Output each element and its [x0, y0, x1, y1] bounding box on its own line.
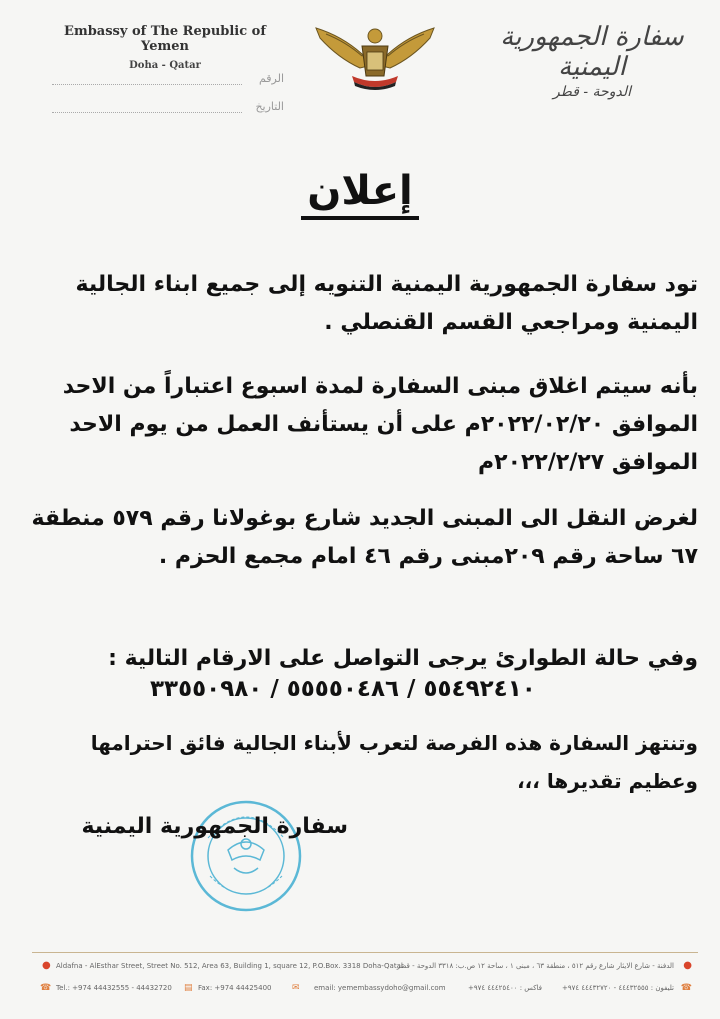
date-line	[52, 100, 284, 118]
english-letterhead	[40, 24, 290, 71]
paragraph-closure: بأنه سيتم اغلاق مبنى السفارة لمدة اسبوع اعتباراً من الاحد الموافق ٢٠٢٢/٠٢/٢٠م على أن يستأنف العمل من يوم الاحد الموافق ٢٠٢٢/٢/٢٧م	[62, 374, 698, 475]
arabic-letterhead	[482, 22, 702, 100]
footer-contact-row	[40, 983, 698, 998]
telephone-arabic: تليفون : ٤٤٤٣٢٥٥٥ - ٤٤٤٣٢٧٢٠ ٩٧٤+	[561, 984, 674, 992]
phone-icon: ☎	[40, 983, 52, 993]
email-address: email: yemembassydoho@gmail.com	[314, 984, 446, 992]
location-pin-icon-right: ●	[683, 960, 692, 971]
emergency-phone-numbers: ٥٥٤٩٢٤١٠ / ٥٥٥٥٠٤٨٦ / ٣٣٥٥٠٩٨٠	[150, 676, 536, 702]
yemen-emblem-icon	[312, 22, 438, 94]
footer-divider	[32, 952, 698, 953]
fax-arabic: فاكس : ٤٤٤٢٥٤٠٠ ٩٧٤+	[468, 984, 543, 992]
phone-icon-right: ☎	[680, 983, 692, 993]
fax-english: Fax: +974 44425400	[198, 984, 272, 992]
fax-icon: ▤	[184, 983, 193, 993]
paragraph-closing: وتنتهز السفارة هذه الفرصة لتعرب لأبناء الجالية فائق احترامها وعظيم تقديرها ،،،	[90, 731, 698, 793]
address-arabic: الدفنة - شارع الايثار شارع رقم ٥١٢ ، منطقة ٦٣ ، مبنى ١ ، ساحة ١٢ ص.ب: ٣٣١٨ الدوحة - قطر	[396, 962, 674, 970]
embassy-city-arabic: الدوحة - قطر	[553, 84, 631, 100]
signature-embassy: سفارة الجمهورية اليمنية	[81, 814, 348, 839]
embassy-city-english: Doha - Qatar	[129, 60, 201, 71]
paragraph-intro: تود سفارة الجمهورية اليمنية التنويه إلى جميع ابناء الجالية اليمنية ومراجعي القسم القنصلي .	[75, 272, 698, 335]
paragraph-relocation: لغرض النقل الى المبنى الجديد شارع بوغولانا رقم ٥٧٩ منطقة ٦٧ ساحة رقم ٢٠٩مبنى رقم ٤٦ امام مجمع الحزم .	[31, 506, 698, 569]
reference-number-line	[52, 72, 284, 90]
reference-label: الرقم	[258, 72, 284, 85]
date-label: التاريخ	[255, 100, 284, 113]
embassy-name-arabic: سفارة الجمهورية اليمنية	[500, 22, 684, 82]
embassy-name-english: Embassy of The Republic of Yemen	[64, 24, 266, 54]
location-pin-icon: ●	[42, 960, 51, 971]
address-english: Aldafna - AlEsthar Street, Street No. 512, Area 63, Building 1, square 12, P.O.Box. 3318 Doha-Qatar	[56, 962, 404, 970]
announcement-title: إعلان	[0, 168, 720, 214]
telephone-english: Tel.: +974 44432555 - 44432720	[56, 984, 172, 992]
email-icon: ✉	[292, 983, 300, 993]
paragraph-emergency: وفي حالة الطوارئ يرجى التواصل على الارقام التالية :	[108, 646, 698, 671]
footer-address-row	[42, 960, 698, 976]
